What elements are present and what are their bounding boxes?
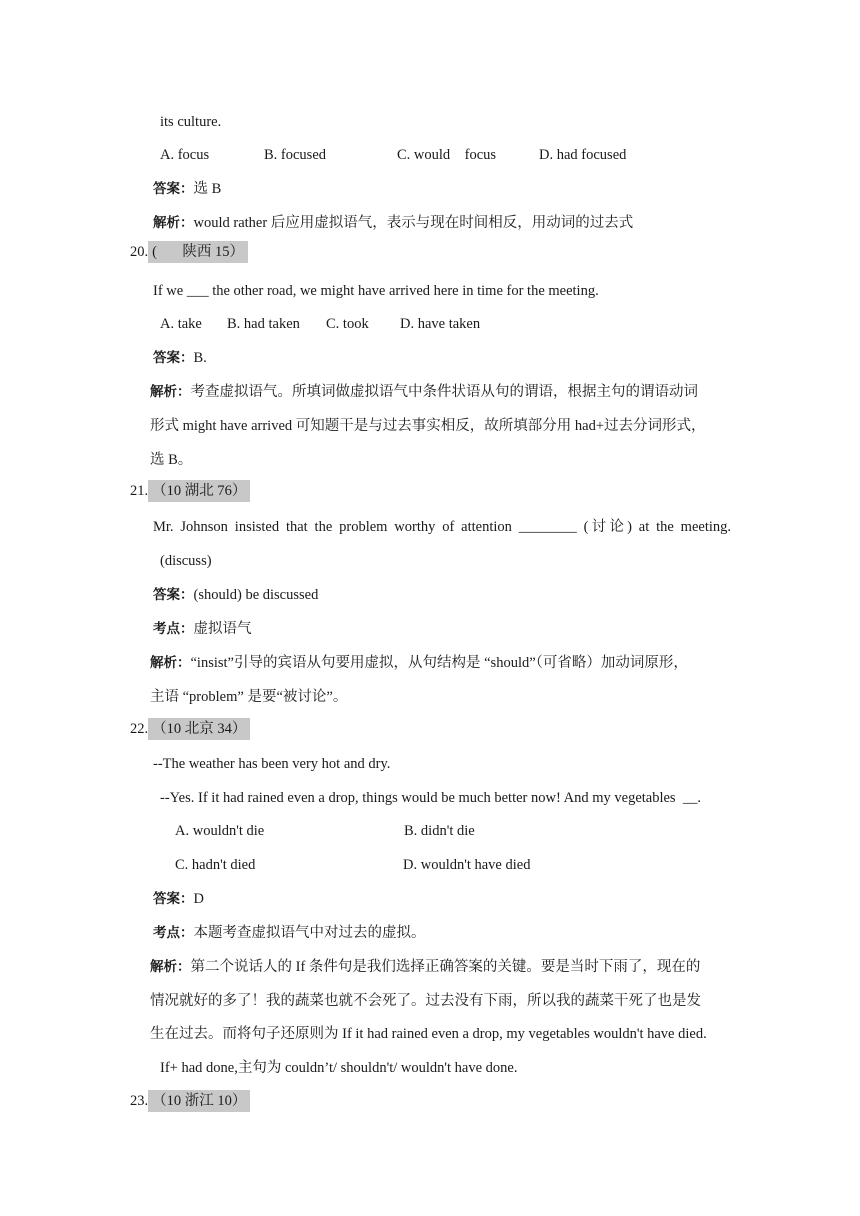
q22-header: [130, 718, 250, 740]
analysis-label: 解析：: [150, 959, 191, 975]
q22-dialogue-line-1: --The weather has been very hot and dry.: [153, 756, 391, 772]
answer-value: D: [193, 891, 204, 907]
source-tag: （10 北京 34）: [148, 718, 250, 740]
q19-stem-continuation: its culture.: [160, 114, 222, 130]
q20-stem: If we ___ the other road, we might have arrived here in time for the meeting.: [153, 283, 599, 299]
q22-point: [153, 923, 426, 943]
question-number: 20.: [130, 244, 149, 260]
q20-option-a: A. take: [160, 316, 202, 332]
analysis-label: 解析：: [153, 215, 194, 231]
q21-analysis-line-1: [150, 653, 688, 673]
q21-point: [153, 619, 252, 639]
source-tag: ( 陕西 15）: [148, 241, 248, 263]
analysis-label: 解析：: [150, 655, 191, 671]
answer-label: 答案：: [153, 891, 194, 907]
q19-option-d: D. had focused: [539, 147, 627, 163]
point-text: 本题考查虚拟语气中对过去的虚拟。: [193, 925, 426, 941]
q22-analysis-line-1: [150, 957, 700, 977]
q22-option-d: D. wouldn't have died: [403, 857, 531, 873]
q21-answer: [153, 585, 318, 605]
q20-option-d: D. have taken: [400, 316, 481, 332]
analysis-text: would rather 后应用虚拟语气，表示与现在时间相反，用动词的过去式: [193, 215, 634, 231]
q19-option-b: B. focused: [264, 147, 327, 163]
point-label: 考点：: [153, 621, 194, 637]
q21-header: [130, 480, 250, 502]
point-label: 考点：: [153, 925, 194, 941]
answer-label: 答案：: [153, 587, 194, 603]
q20-analysis-line-1: [150, 382, 698, 402]
q20-analysis-line-2: 形式 might have arrived 可知题干是与过去事实相反，故所填部分用 had+过去分词形式，: [150, 418, 706, 434]
answer-label: 答案：: [153, 181, 194, 197]
question-number: 23.: [130, 1093, 149, 1109]
answer-label: 答案：: [153, 350, 194, 366]
q20-option-b: B. had taken: [227, 316, 300, 332]
q19-option-c: C. would focus: [397, 147, 497, 163]
q20-answer: [153, 348, 207, 368]
analysis-text: 考查虚拟语气。所填词做虚拟语气中条件状语从句的谓语，根据主句的谓语动词: [190, 384, 698, 400]
q22-option-a: A. wouldn't die: [175, 823, 265, 839]
q21-stem: Mr. Johnson insisted that the problem worthy of attention ________ (讨论) at the meeting.: [153, 519, 731, 535]
answer-value: 选 B: [193, 181, 222, 197]
question-number: 21.: [130, 483, 149, 499]
analysis-text: 第二个说话人的 If 条件句是我们选择正确答案的关键。要是当时下雨了，现在的: [190, 959, 701, 975]
q19-option-a: A. focus: [160, 147, 210, 163]
q22-analysis-line-2: 情况就好的多了！我的蔬菜也就不会死了。过去没有下雨，所以我的蔬菜干死了也是发: [150, 993, 701, 1009]
analysis-label: 解析：: [150, 384, 191, 400]
answer-value: (should) be discussed: [193, 587, 319, 603]
q19-analysis: [153, 213, 633, 233]
source-tag: （10 湖北 76）: [148, 480, 250, 502]
analysis-text: “insist”引导的宾语从句要用虚拟，从句结构是 “should”（可省略）加动词原形，: [190, 655, 688, 671]
answer-value: B.: [193, 350, 207, 366]
q20-option-c: C. took: [326, 316, 369, 332]
q22-analysis-line-4: If+ had done,主句为 couldn’t/ shouldn't/ wouldn't have done.: [160, 1060, 518, 1076]
q22-dialogue-line-2: --Yes. If it had rained even a drop, things would be much better now! And my vegetables __.: [160, 790, 701, 806]
source-tag: （10 浙江 10）: [148, 1090, 250, 1112]
q23-header: [130, 1090, 250, 1112]
point-text: 虚拟语气: [193, 621, 252, 637]
question-number: 22.: [130, 721, 149, 737]
q19-answer: [153, 179, 221, 199]
q22-analysis-line-3: 生在过去。而将句子还原则为 If it had rained even a drop, my vegetables wouldn't have died.: [150, 1026, 707, 1042]
q22-option-b: B. didn't die: [404, 823, 475, 839]
q22-option-c: C. hadn't died: [175, 857, 256, 873]
q21-stem-verb: (discuss): [160, 553, 212, 569]
q22-answer: [153, 889, 204, 909]
q20-header: [130, 241, 248, 263]
q21-analysis-line-2: 主语 “problem” 是要“被讨论”。: [150, 689, 348, 705]
q20-analysis-line-3: 选 B。: [150, 452, 193, 468]
